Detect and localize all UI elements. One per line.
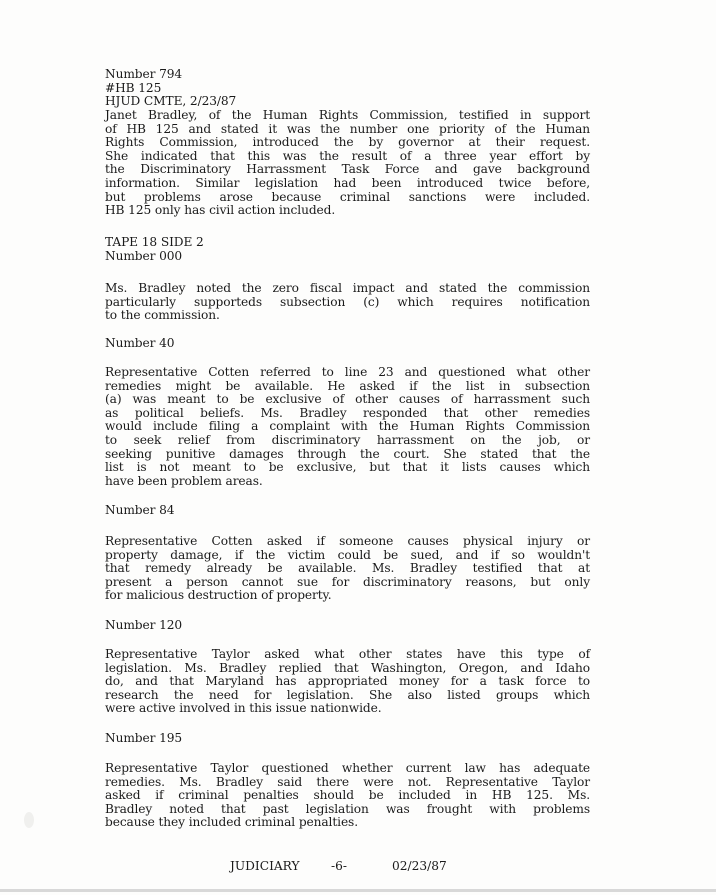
header-block (105, 68, 590, 109)
text-line: do, and that Maryland has appropriated money for a task force to (105, 674, 590, 689)
tape-block (105, 236, 590, 263)
text-line: Representative Taylor asked what other states have this type of (105, 647, 590, 661)
text-line: Bradley noted that past legislation was frought with problems (105, 801, 590, 816)
paragraph-cotten-line-23 (105, 366, 590, 488)
text-line: research the need for legislation. She also listed groups which (105, 687, 590, 702)
text-line: information. Similar legislation had been introduced twice before, (105, 175, 590, 190)
text-line: because they included criminal penalties. (105, 815, 358, 830)
number-120 (105, 619, 590, 633)
text-line: particularly supporteds subsection (c) which requires notification (105, 294, 590, 309)
text-line: of HB 125 and stated it was the number one priority of the Human (105, 121, 590, 136)
section-number: Number 84 (105, 503, 175, 517)
header-bill: #HB 125 (105, 80, 162, 95)
text-line: have been problem areas. (105, 473, 263, 488)
text-line: Janet Bradley, of the Human Rights Commission, testified in support (105, 108, 590, 122)
number-84 (105, 504, 590, 518)
text-line: Rights Commission, introduced the by governor at their request. (105, 135, 590, 150)
scan-smudge (24, 812, 34, 828)
text-line: (a) was meant to be exclusive of other causes of harrassment such (105, 392, 590, 407)
footer-committee: JUDICIARY (230, 859, 300, 873)
number-195 (105, 732, 590, 746)
section-number: Number 195 (105, 731, 183, 745)
text-line: legislation. Ms. Bradley replied that Washington, Oregon, and Idaho (105, 660, 590, 675)
paragraph-bradley-testimony (105, 109, 590, 218)
header-number: Number 794 (105, 67, 183, 81)
tape-number: Number 000 (105, 248, 183, 263)
header-committee: HJUD CMTE, 2/23/87 (105, 94, 237, 109)
text-line: She indicated that this was the result of a three year effort by (105, 148, 590, 163)
text-line: but problems arose because criminal sanctions were included. (105, 189, 590, 204)
scan-edge (0, 889, 716, 892)
text-line: the Discriminatory Harrassment Task Force and gave background (105, 162, 590, 177)
text-line: Representative Cotten asked if someone causes physical injury or (105, 534, 590, 548)
footer-page-number: -6- (331, 859, 347, 873)
text-line: for malicious destruction of property. (105, 588, 332, 603)
text-line: would include filing a complaint with the Human Rights Commission (105, 419, 590, 434)
text-line: property damage, if the victim could be sued, and if so wouldn't (105, 547, 590, 562)
tape-label: TAPE 18 SIDE 2 (105, 235, 204, 249)
text-line: Ms. Bradley noted the zero fiscal impact and stated the commission (105, 281, 590, 295)
text-line: list is not meant to be exclusive, but that it lists causes which (105, 460, 590, 475)
text-line: as political beliefs. Ms. Bradley responded that other remedies (105, 405, 590, 420)
text-line: Representative Cotten referred to line 23 and questioned what other (105, 365, 590, 379)
paragraph-taylor-states (105, 648, 590, 716)
text-line: remedies might be available. He asked if the list in subsection (105, 378, 590, 393)
text-line: to seek relief from discriminatory harrassment on the job, or (105, 432, 590, 447)
text-line: present a person cannot sue for discriminatory reasons, but only (105, 574, 590, 589)
text-line: seeking punitive damages through the court. She stated that the (105, 446, 590, 461)
number-40 (105, 337, 590, 351)
text-line: Representative Taylor questioned whether current law has adequate (105, 761, 590, 775)
text-line: HB 125 only has civil action included. (105, 203, 336, 218)
text-line: to the commission. (105, 308, 220, 323)
section-number: Number 40 (105, 336, 175, 350)
paragraph-cotten-damages (105, 535, 590, 603)
footer-date: 02/23/87 (392, 859, 447, 873)
text-line: that remedy already be available. Ms. Bradley testified that at (105, 561, 590, 576)
text-line: were active involved in this issue nationwide. (105, 701, 382, 716)
section-number: Number 120 (105, 618, 183, 632)
text-line: asked if criminal penalties should be included in HB 125. Ms. (105, 788, 590, 803)
paragraph-taylor-remedies (105, 762, 590, 830)
paragraph-fiscal-impact (105, 282, 590, 323)
text-line: remedies. Ms. Bradley said there were not. Representative Taylor (105, 774, 590, 789)
